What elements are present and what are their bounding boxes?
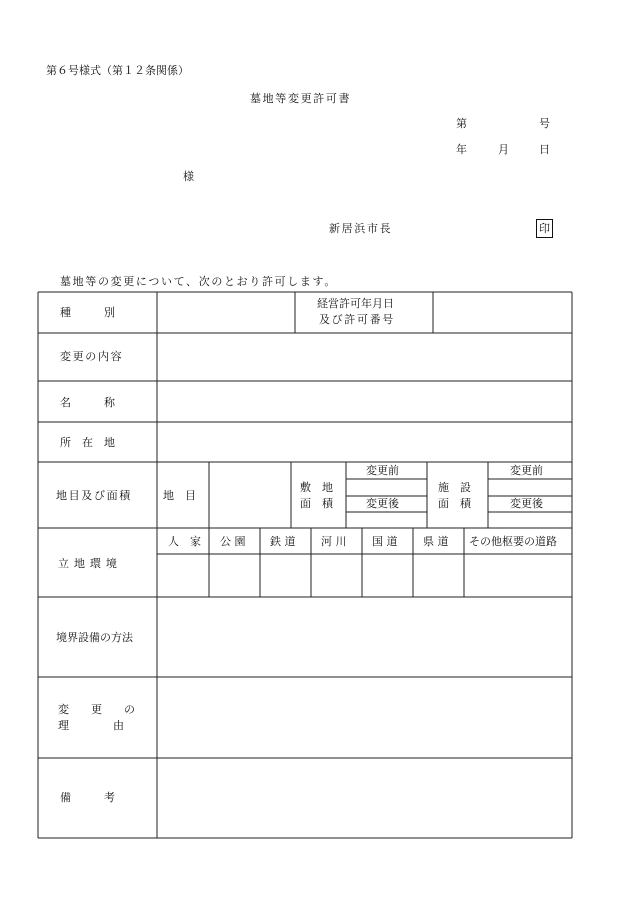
- site-area-label-bottom: 面 積: [300, 497, 333, 510]
- change-content-label: 変更の内容: [60, 350, 124, 363]
- number-prefix-label: 第: [456, 117, 467, 130]
- number-suffix-label: 号: [539, 117, 550, 130]
- site-environment-label: 立地環境: [58, 557, 122, 570]
- intro-text: 墓地等の変更について、次のとおり許可します。: [60, 275, 337, 288]
- remarks-label: 備 考: [60, 791, 115, 804]
- land-category-area-label: 地目及び面積: [56, 489, 132, 502]
- permit-number-label: 及び許可番号: [319, 313, 395, 326]
- change-reason-label-top: 変 更 の: [58, 703, 135, 716]
- change-reason-label-bottom: 理 由: [58, 719, 124, 732]
- env-col-other-major-roads: その他枢要の道路: [469, 535, 557, 548]
- facility-before-change-label: 変更前: [510, 464, 543, 477]
- seal-mark: 印: [536, 219, 553, 238]
- month-label: 月: [498, 143, 509, 156]
- site-before-change-label: 変更前: [366, 464, 399, 477]
- env-col-river: 河 川: [321, 535, 347, 548]
- facility-after-change-label: 変更後: [510, 497, 543, 510]
- type-label: 種 別: [60, 306, 115, 319]
- page-title: 墓地等変更許可書: [250, 92, 352, 105]
- env-col-railway: 鉄 道: [270, 535, 296, 548]
- env-col-houses: 人 家: [168, 535, 201, 548]
- site-after-change-label: 変更後: [366, 497, 399, 510]
- land-category-label: 地 目: [163, 489, 196, 502]
- env-col-park: 公 園: [220, 535, 246, 548]
- addressee-honorific: 様: [183, 170, 194, 183]
- management-permit-date-label: 経営許可年月日: [317, 297, 394, 310]
- facility-area-label-bottom: 面 積: [438, 497, 471, 510]
- form-number: 第６号様式（第１２条関係）: [46, 64, 189, 77]
- location-label: 所 在 地: [60, 436, 115, 449]
- name-label: 名 称: [60, 396, 115, 409]
- year-label: 年: [456, 143, 467, 156]
- day-label: 日: [539, 143, 550, 156]
- boundary-equipment-label: 境界設備の方法: [56, 631, 133, 644]
- env-col-prefectural-road: 県 道: [423, 535, 449, 548]
- facility-area-label-top: 施 設: [438, 481, 471, 494]
- env-col-national-road: 国 道: [372, 535, 398, 548]
- issuer-name: 新居浜市長: [329, 222, 393, 235]
- site-area-label-top: 敷 地: [300, 481, 333, 494]
